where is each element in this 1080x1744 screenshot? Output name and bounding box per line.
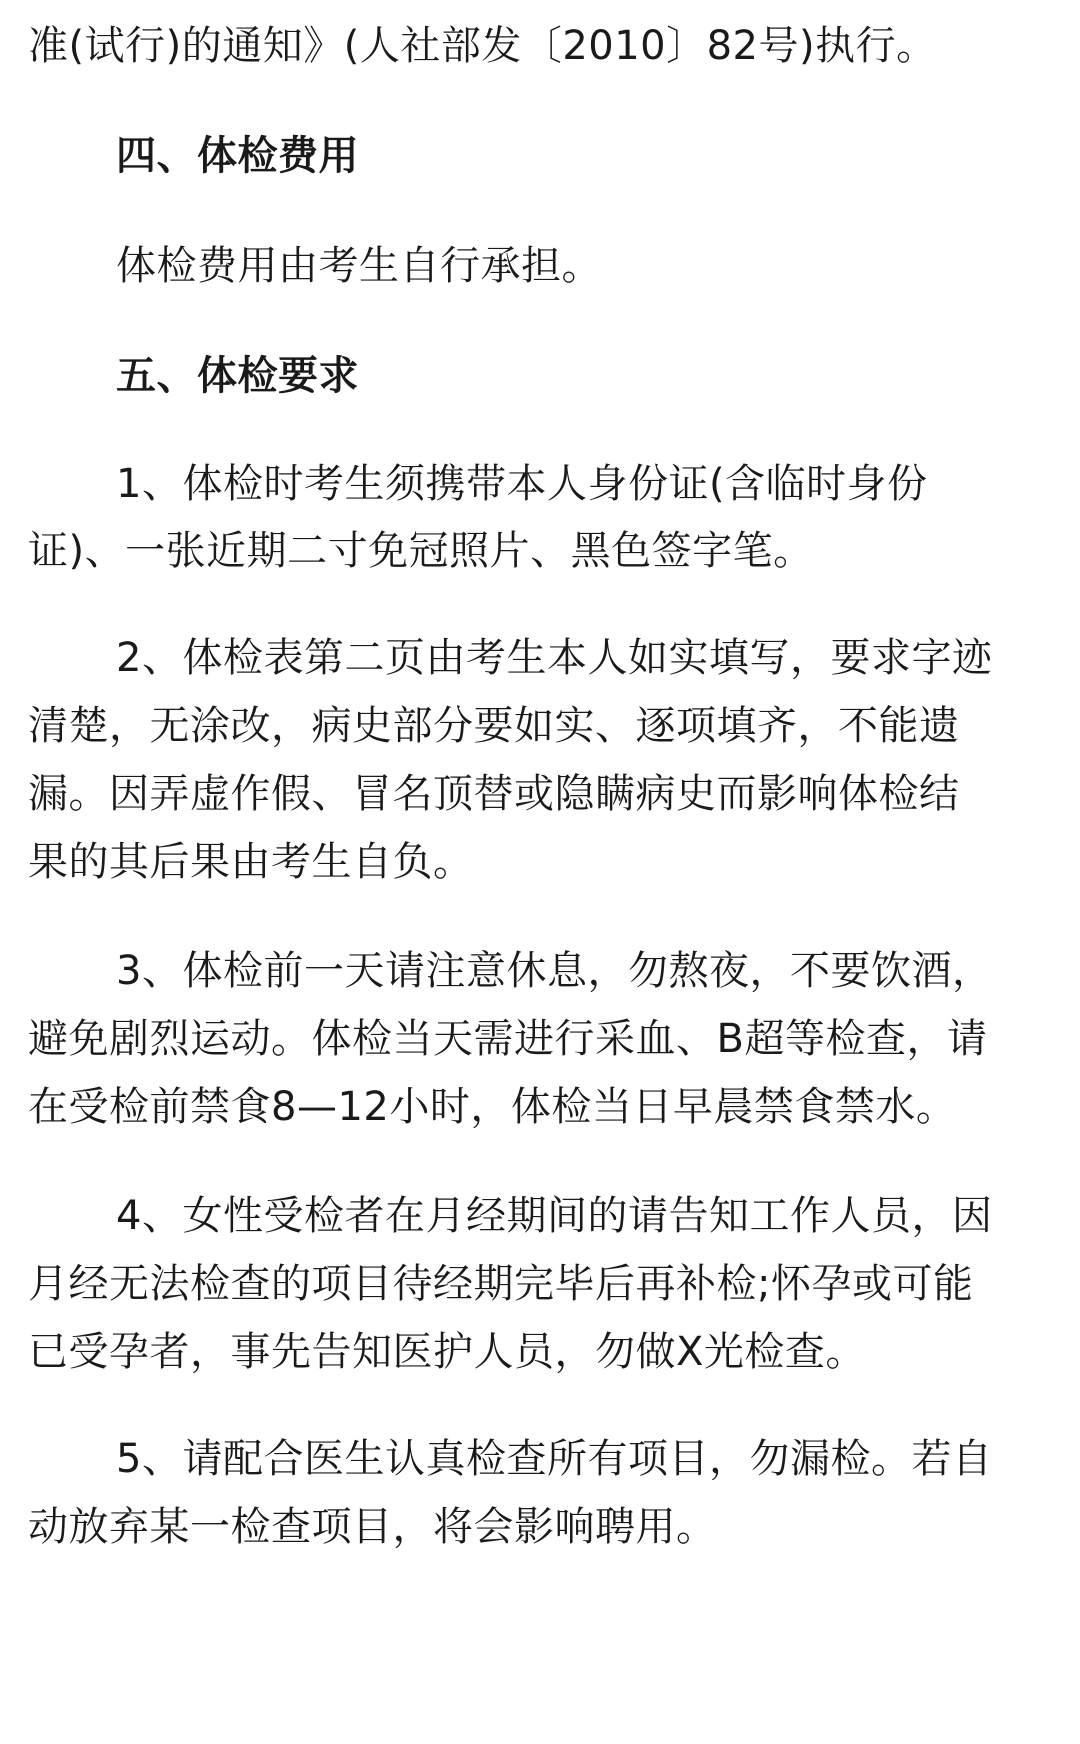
section-heading: 四、体检费用 (116, 133, 359, 179)
paragraph-line: 体检费用由考生自行承担。 (116, 243, 602, 289)
paragraph-line: 清楚，无涂改，病史部分要如实、逐项填齐，不能遗 (28, 703, 960, 749)
paragraph-line: 动放弃某一检查项目，将会影响聘用。 (28, 1504, 717, 1550)
paragraph-line: 2、体检表第二页由考生本人如实填写，要求字迹 (116, 635, 993, 681)
paragraph-line: 3、体检前一天请注意休息，勿熬夜，不要饮酒， (116, 948, 993, 994)
paragraph-line: 已受孕者，事先告知医护人员，勿做X光检查。 (28, 1329, 866, 1375)
paragraph-line: 漏。因弄虚作假、冒名顶替或隐瞒病史而影响体检结 (28, 771, 960, 817)
paragraph-line: 避免剧烈运动。体检当天需进行采血、B超等检查，请 (28, 1016, 988, 1062)
paragraph-line: 准(试行)的通知》(人社部发〔2010〕82号)执行。 (28, 23, 937, 69)
paragraph-line: 1、体检时考生须携带本人身份证(含临时身份 (116, 461, 928, 507)
paragraph-line: 月经无法检查的项目待经期完毕后再补检;怀孕或可能 (28, 1261, 974, 1307)
paragraph-line: 果的其后果由考生自负。 (28, 839, 474, 885)
paragraph-line: 证)、一张近期二寸免冠照片、黑色签字笔。 (28, 528, 814, 574)
paragraph-line: 4、女性受检者在月经期间的请告知工作人员，因 (116, 1193, 993, 1239)
section-heading: 五、体检要求 (116, 353, 359, 399)
paragraph-line: 5、请配合医生认真检查所有项目，勿漏检。若自 (116, 1436, 993, 1482)
paragraph-line: 在受检前禁食8—12小时，体检当日早晨禁食禁水。 (28, 1084, 957, 1130)
